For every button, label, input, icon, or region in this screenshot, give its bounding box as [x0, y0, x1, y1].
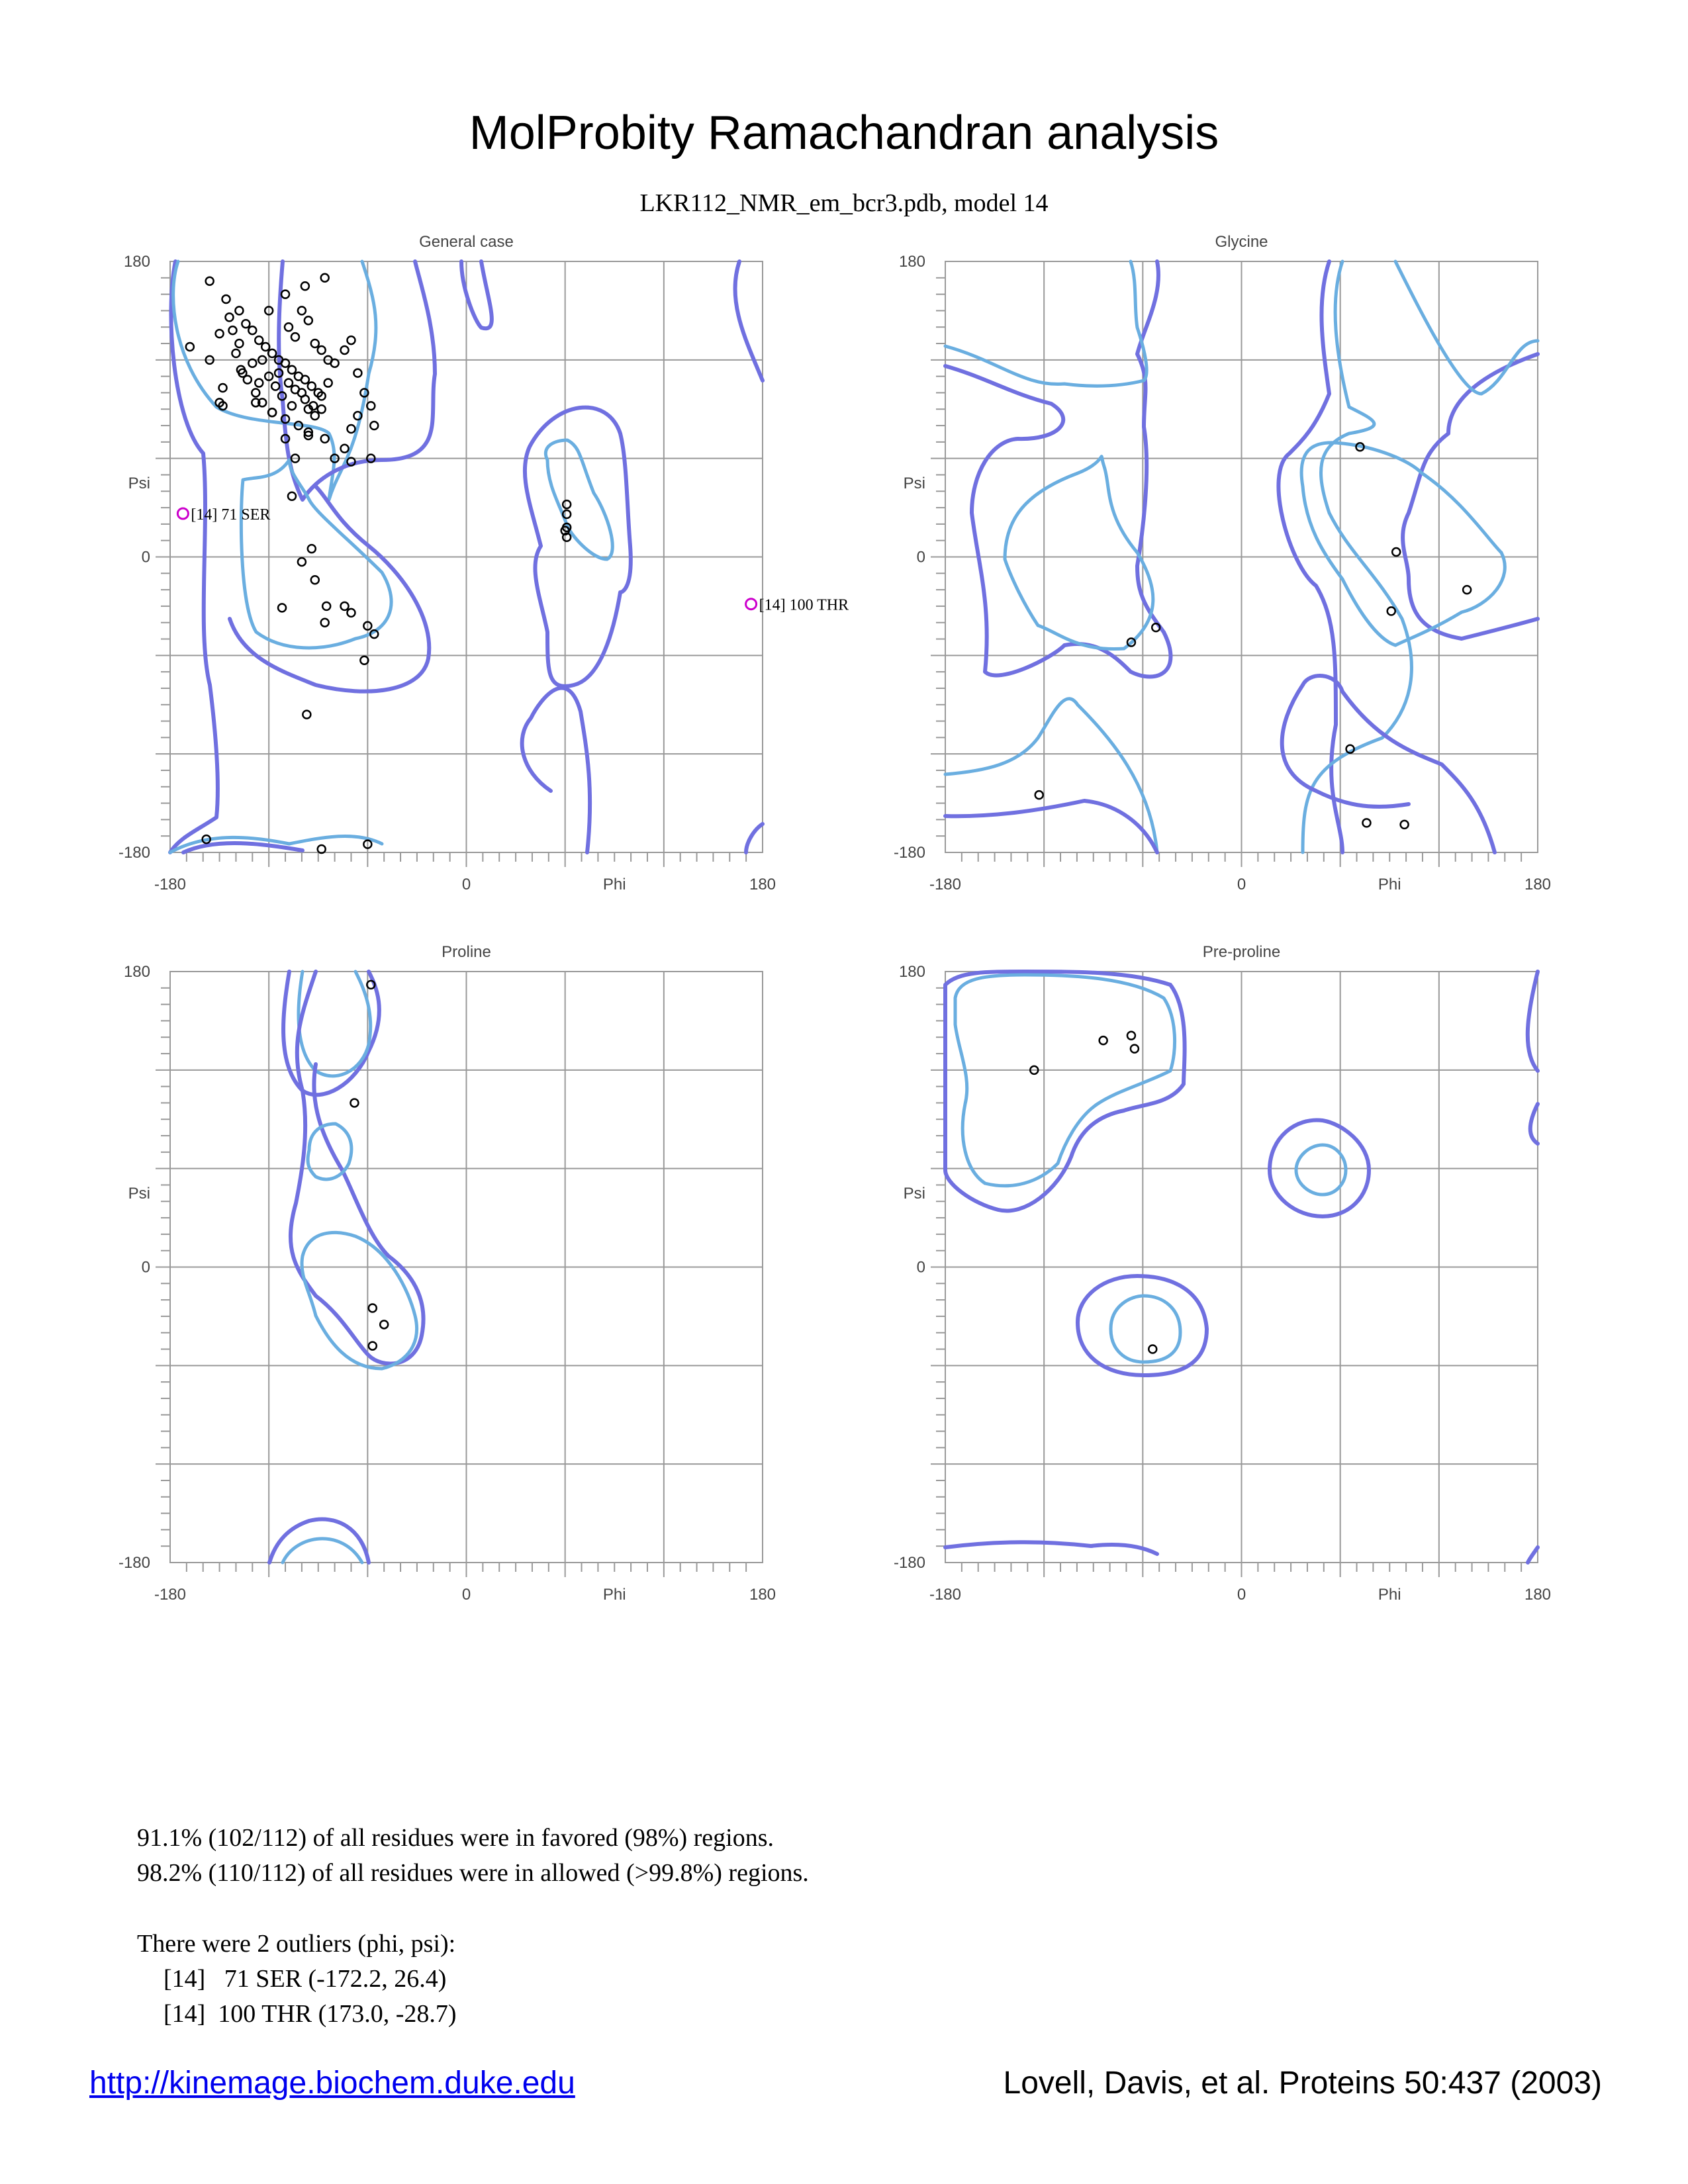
- residue-point: [308, 545, 316, 553]
- residue-point: [288, 366, 296, 374]
- y-tick-label: 0: [916, 1258, 925, 1277]
- allowed-region-contour: [522, 688, 590, 852]
- residue-point: [235, 306, 243, 314]
- residue-point: [563, 500, 571, 508]
- page-title: MolProbity Ramachandran analysis: [469, 107, 1219, 159]
- x-tick-label: 180: [1524, 1586, 1552, 1604]
- residue-point: [301, 376, 309, 384]
- residue-point: [219, 384, 227, 392]
- x-tick-label: 0: [1237, 1586, 1246, 1604]
- residue-point: [298, 558, 306, 566]
- allowed-region-contour: [945, 801, 1157, 852]
- residue-point: [311, 412, 319, 420]
- y-axis-label: Psi: [903, 1184, 925, 1203]
- favored-region-contour: [1296, 1145, 1346, 1195]
- y-tick-label: -180: [893, 844, 925, 862]
- x-tick-label: -180: [929, 1586, 962, 1604]
- residue-point: [322, 602, 330, 610]
- residue-point: [216, 330, 224, 338]
- residue-point: [318, 346, 326, 354]
- residue-point: [301, 282, 309, 290]
- x-tick-label: 180: [749, 876, 776, 893]
- residue-point: [206, 277, 214, 285]
- residue-point: [186, 343, 194, 351]
- residue-point: [305, 316, 312, 324]
- residue-point: [232, 349, 240, 357]
- residue-point: [341, 445, 349, 453]
- residue-point: [1401, 821, 1409, 829]
- y-tick-label: 180: [123, 253, 150, 271]
- residue-point: [1127, 1032, 1135, 1040]
- rama-panel-3: [894, 943, 1551, 1604]
- citation: Lovell, Davis, et al. Proteins 50:437 (2003): [1003, 2066, 1602, 2101]
- residue-point: [291, 385, 299, 393]
- residue-point: [252, 388, 259, 396]
- residue-point: [347, 336, 355, 344]
- panel-title: Glycine: [1215, 233, 1268, 251]
- y-tick-label: 0: [141, 548, 150, 567]
- residue-point: [347, 609, 355, 617]
- residue-point: [321, 619, 329, 627]
- residue-point: [321, 435, 329, 443]
- x-tick-label: -180: [154, 876, 187, 893]
- y-axis-label: Psi: [903, 474, 925, 492]
- favored-region-contour: [945, 261, 1147, 386]
- residue-point: [311, 576, 319, 584]
- residue-point: [1131, 1045, 1139, 1053]
- residue-point: [298, 306, 306, 314]
- residue-point: [291, 333, 299, 341]
- x-tick-label: 0: [1237, 876, 1246, 893]
- y-tick-label: -180: [118, 844, 150, 862]
- residue-point: [341, 346, 349, 354]
- x-tick-label: -180: [929, 876, 962, 893]
- residue-point: [288, 492, 296, 500]
- y-tick-label: 180: [123, 963, 150, 981]
- residue-point: [324, 379, 332, 387]
- allowed-region-contour: [1403, 354, 1538, 639]
- outlier-label: [14] 100 THR: [759, 596, 849, 614]
- residue-point: [235, 340, 243, 347]
- y-tick-label: -180: [893, 1554, 925, 1572]
- residue-point: [301, 395, 309, 403]
- y-axis-label: Psi: [128, 474, 150, 492]
- favored-region-contour: [1111, 1296, 1180, 1362]
- residue-point: [1362, 819, 1370, 827]
- favored-region-contour: [308, 1124, 352, 1179]
- residue-point: [1035, 791, 1043, 799]
- allowed-region-contour: [279, 261, 435, 500]
- kinemage-link[interactable]: http://kinemage.biochem.duke.edu: [89, 2066, 575, 2101]
- residue-point: [308, 383, 316, 390]
- residue-point: [311, 340, 319, 347]
- residue-point: [380, 1320, 388, 1328]
- residue-point: [341, 602, 349, 610]
- residue-point: [1100, 1036, 1107, 1044]
- allowed-region-contour: [1282, 676, 1495, 852]
- x-axis-label: Phi: [602, 876, 626, 893]
- residue-point: [242, 320, 250, 328]
- x-axis-label: Phi: [1378, 1586, 1401, 1604]
- allowed-region-contour: [1528, 972, 1538, 1144]
- outlier-label: [14] 71 SER: [191, 506, 271, 524]
- residue-point: [255, 336, 263, 344]
- x-tick-label: 0: [461, 876, 471, 893]
- rama-panel-0: [118, 233, 849, 893]
- residue-point: [222, 295, 230, 303]
- residue-point: [285, 323, 293, 331]
- residue-point: [248, 326, 256, 334]
- residue-point: [228, 326, 236, 334]
- y-tick-label: 0: [141, 1258, 150, 1277]
- allowed-region-contour: [945, 972, 1185, 1211]
- residue-point: [321, 274, 329, 282]
- residue-point: [1387, 607, 1395, 615]
- panel-title: Proline: [442, 943, 491, 961]
- favored-region-contour: [1005, 457, 1153, 649]
- residue-point: [281, 291, 289, 298]
- residue-point: [303, 711, 310, 719]
- y-tick-label: 180: [898, 253, 925, 271]
- residue-point: [353, 369, 361, 377]
- x-axis-label: Phi: [602, 1586, 626, 1604]
- x-tick-label: 0: [461, 1586, 471, 1604]
- residue-point: [1463, 586, 1471, 594]
- favored-region-contour: [1395, 261, 1538, 394]
- allowed-region-contour: [269, 1520, 369, 1563]
- residue-point: [288, 402, 296, 410]
- outlier-point: [177, 508, 188, 519]
- outlier-item: [14] 71 SER (-172.2, 26.4): [164, 1965, 447, 1993]
- residue-point: [278, 604, 286, 612]
- residue-point: [350, 1099, 358, 1107]
- outliers-header: There were 2 outliers (phi, psi):: [137, 1930, 456, 1958]
- outlier-item: [14] 100 THR (173.0, -28.7): [164, 2000, 457, 2028]
- x-tick-label: 180: [1524, 876, 1552, 893]
- favored-region-contour: [955, 975, 1175, 1186]
- panel-title: General case: [419, 233, 514, 251]
- rama-panel-2: [118, 943, 776, 1604]
- favored-region-contour: [283, 1539, 362, 1563]
- residue-point: [318, 405, 326, 413]
- x-axis-label: Phi: [1378, 876, 1401, 893]
- residue-point: [1149, 1345, 1156, 1353]
- residue-point: [255, 379, 263, 387]
- residue-point: [369, 1342, 377, 1350]
- x-tick-label: -180: [154, 1586, 187, 1604]
- favored-summary: 91.1% (102/112) of all residues were in favored (98%) regions.: [137, 1824, 774, 1852]
- panel-title: Pre-proline: [1202, 943, 1281, 961]
- residue-point: [1392, 548, 1400, 556]
- residue-point: [226, 313, 234, 321]
- residue-point: [370, 422, 378, 430]
- allowed-summary: 98.2% (110/112) of all residues were in allowed (>99.8%) regions.: [137, 1859, 809, 1887]
- y-tick-label: 0: [916, 548, 925, 567]
- favored-region-contour: [945, 699, 1157, 852]
- y-axis-label: Psi: [128, 1184, 150, 1203]
- outlier-point: [746, 599, 757, 610]
- residue-point: [271, 383, 279, 390]
- residue-point: [285, 379, 293, 387]
- y-tick-label: 180: [898, 963, 925, 981]
- rama-panel-1: [894, 233, 1551, 893]
- page-subtitle: LKR112_NMR_em_bcr3.pdb, model 14: [639, 189, 1049, 217]
- residue-point: [347, 425, 355, 433]
- residue-point: [369, 1304, 377, 1312]
- y-tick-label: -180: [118, 1554, 150, 1572]
- x-tick-label: 180: [749, 1586, 776, 1604]
